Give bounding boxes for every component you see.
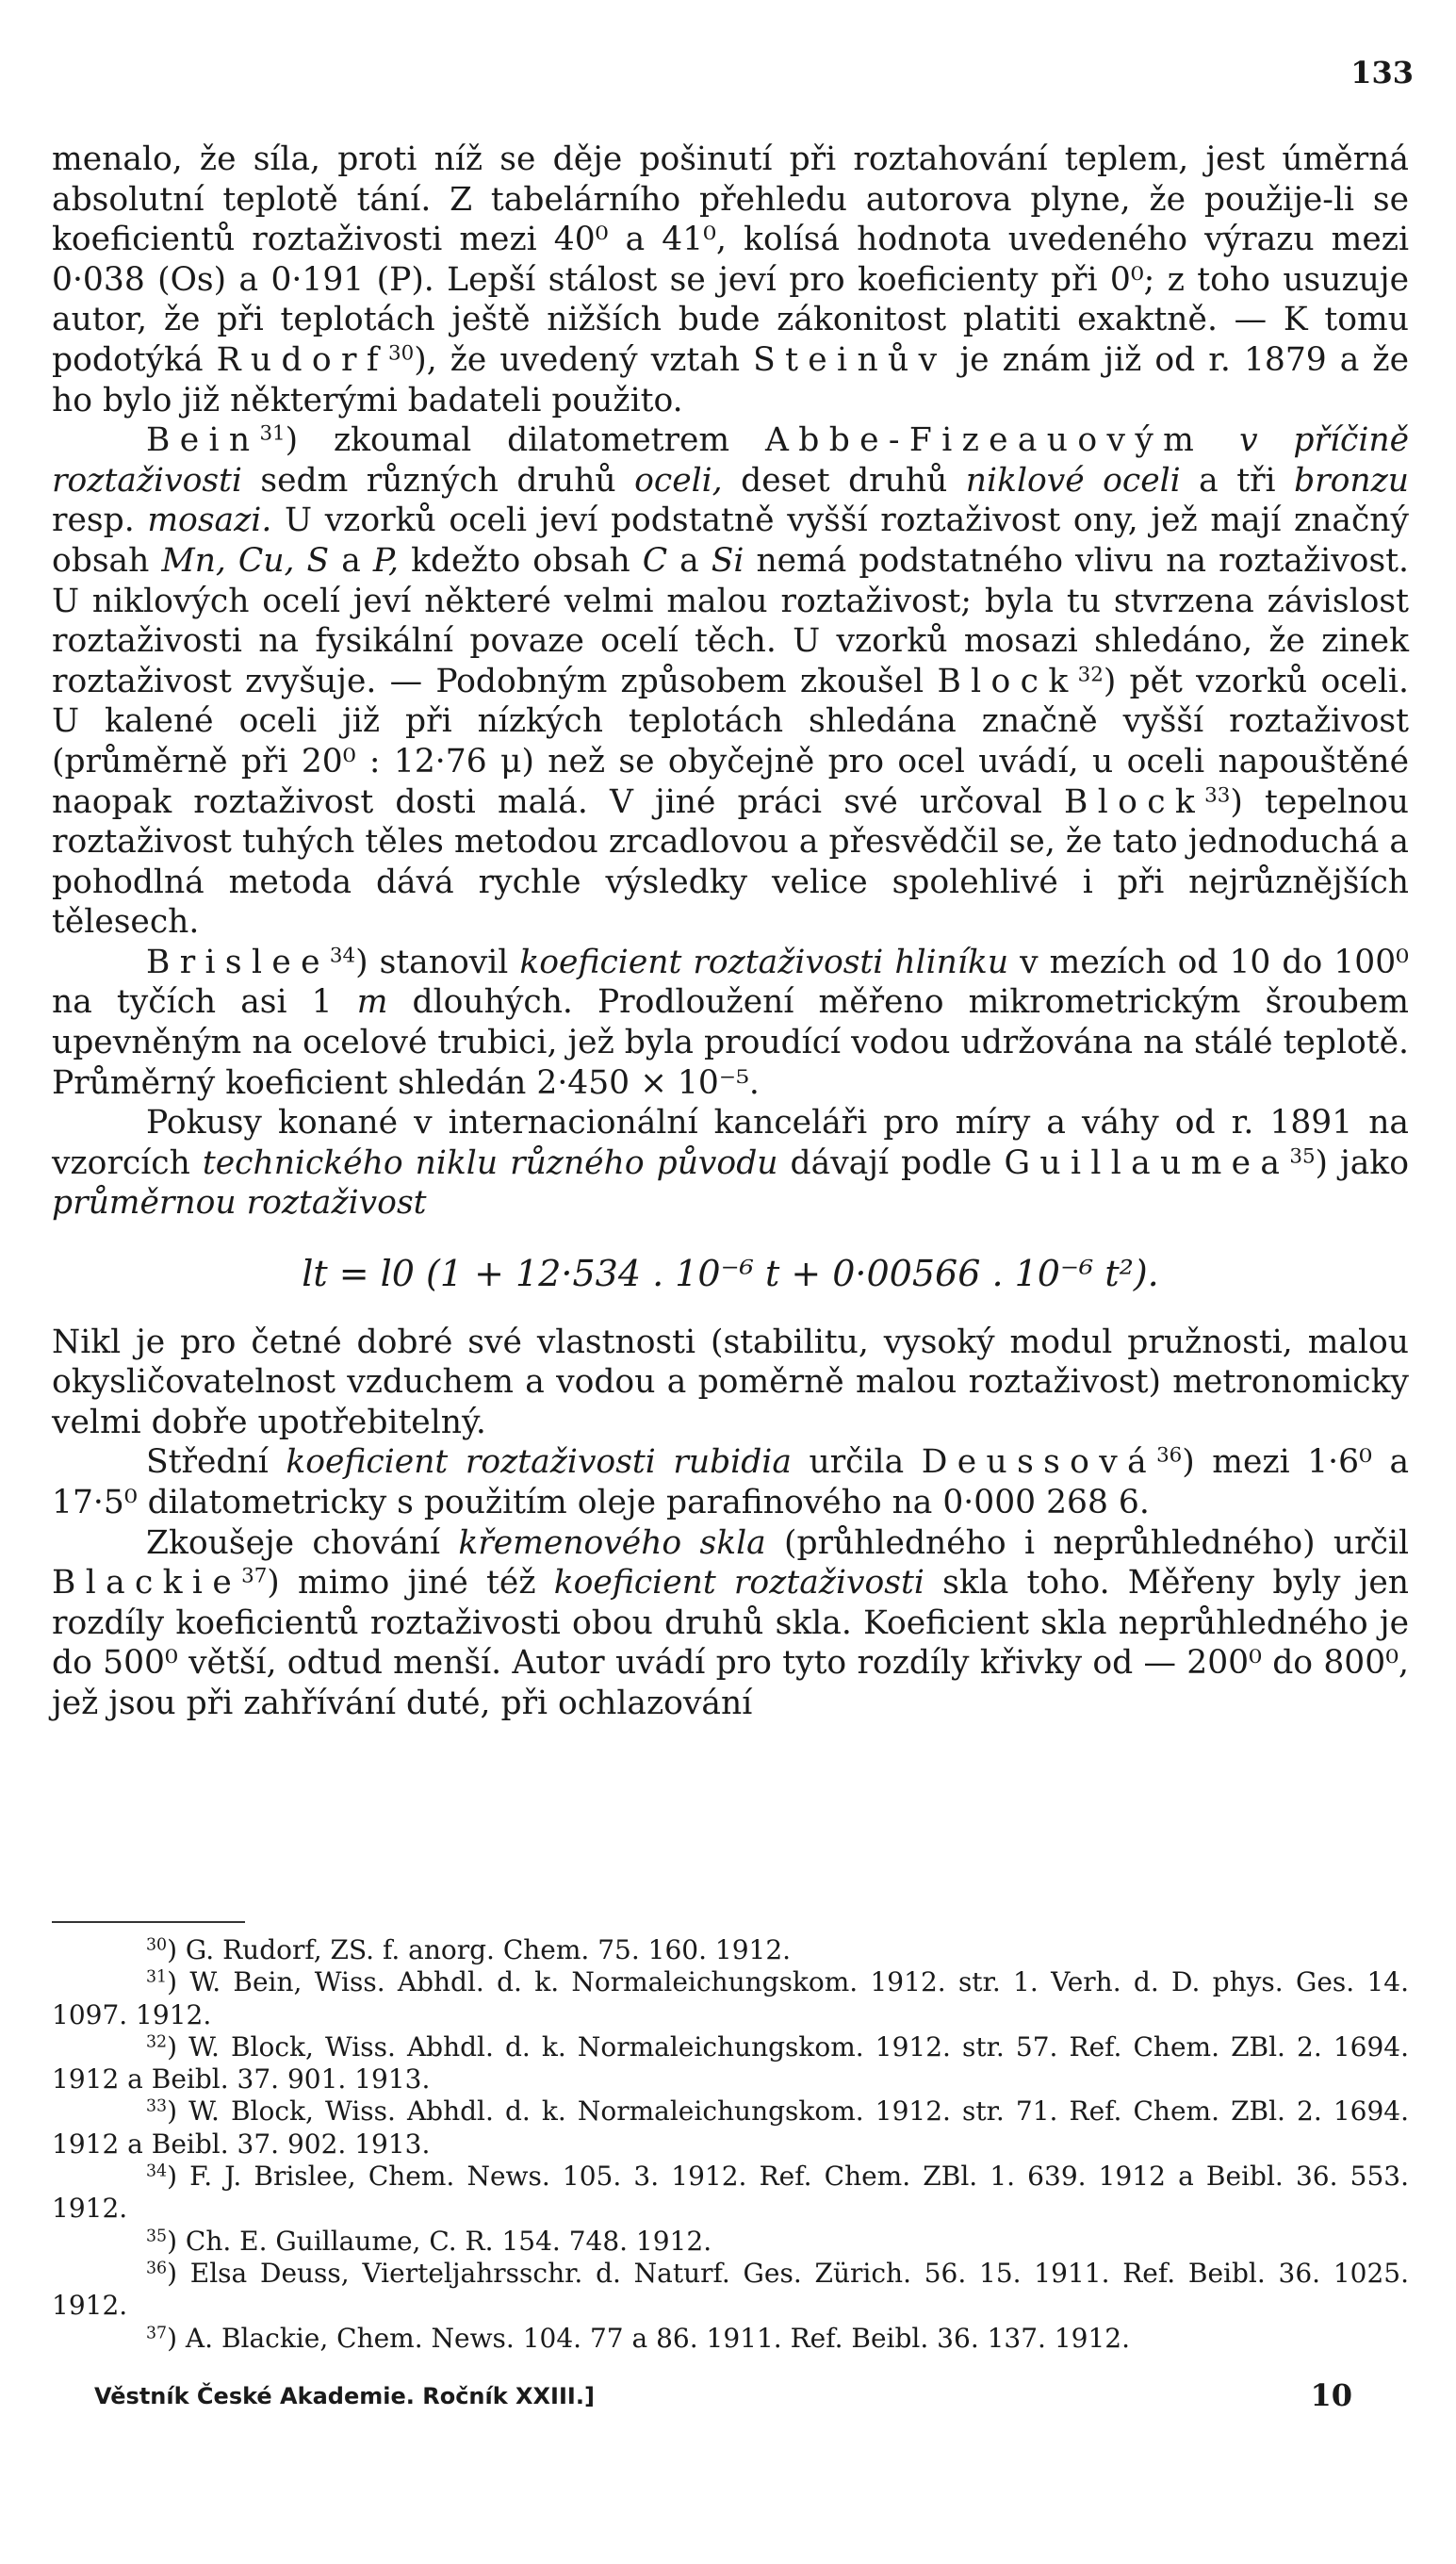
- page-number: 133: [1350, 55, 1414, 90]
- author-name: Brislee: [146, 943, 330, 981]
- footnote-ref[interactable]: 31: [259, 421, 286, 446]
- footnote: $^{30}$) G. Rudorf, ZS. f. anorg. Chem. 75. 160. 1912.: [146, 1934, 792, 1965]
- footnote-ref[interactable]: 32: [1077, 662, 1104, 686]
- footnote-ref[interactable]: 34: [329, 944, 356, 968]
- footnote: $^{31}$) W. Bein, Wiss. Abhdl. d. k. Normaleichungskom. 1912. str. 1. Verh. d. D. phys. Ges. 14. 1097. 1912.: [52, 1966, 1409, 2030]
- paragraph-7: Zkoušeje chování křemenového skla (průhledného i neprůhledného) určil Blackie$^{37}$) mimo jiné též koeficient roztaživosti skla toho. Měřeny byly jen rozdíly koeficientů roztaživosti obou druhů skla. Koeficient skla neprůhledného je do 500⁰ větší, odtud menší. Autor uvádí pro tyto rozdíly křivky od — 200⁰ do 800⁰, jež jsou při zahřívání duté, při ochlazování: [52, 1523, 1410, 1722]
- footnote: $^{36}$) Elsa Deuss, Vierteljahrsschr. d. Naturf. Ges. Zürich. 56. 15. 1911. Ref. Beibl. 36. 1025. 1912.: [52, 2257, 1409, 2322]
- footnote-divider: [52, 1921, 245, 1923]
- footnote: $^{37}$) A. Blackie, Chem. News. 104. 77 a 86. 1911. Ref. Beibl. 36. 137. 1912.: [146, 2322, 1131, 2354]
- paragraph-2: Bein$^{31}$) zkoumal dilatometrem Abbe-Fizeauovým v příčině roztaživosti sedm různých druhů oceli, deset druhů niklové oceli a tři bronzu resp. mosazi. U vzorků oceli jeví podstatně vyšší roztaživost ony, jež mají značný obsah Mn, Cu, S a P, kdežto obsah C a Si nemá podstatného vlivu na roztaživost. U niklových ocelí jeví některé velmi malou roztaživost; byla tu stvrzena závislost roztaživosti na fysikální povaze ocelí těch. U vzorků mosazi shledáno, že zinek roztaživost zvyšuje. — Podobným způsobem zkoušel Block$^{32}$) pět vzorků oceli. U kalené oceli již při nízkých teplotách shledána značně vyšší roztaživost (průměrně při 20⁰ : 12·76 μ) než se obyčejně pro ocel uvádí, u oceli napouštěné naopak roztaživost dosti malá. V jiné práci své určoval Block$^{33}$) tepelnou roztaživost tuhých těles metodou zrcadlovou a přesvědčil se, že tato jednoduchá a pohodlná metoda dává rychle výsledky velice spolehlivé i při nejrůznějších tělesech.: [52, 421, 1410, 942]
- author-name: Rudorf: [216, 340, 389, 379]
- author-name: Guillaumea: [1004, 1143, 1290, 1182]
- footnote: $^{32}$) W. Block, Wiss. Abhdl. d. k. Normaleichungskom. 1912. str. 57. Ref. Chem. ZBl. 2. 1694. 1912 a Beibl. 37. 901. 1913.: [52, 2030, 1409, 2096]
- sheet-number: 10: [1310, 2377, 1352, 2413]
- footnote-ref[interactable]: 36: [1156, 1443, 1183, 1468]
- footnote: $^{33}$) W. Block, Wiss. Abhdl. d. k. Normaleichungskom. 1912. str. 71. Ref. Chem. ZBl. 2. 1694. 1912 a Beibl. 37. 902. 1913.: [52, 2096, 1409, 2160]
- paragraph-6: Střední koeficient roztaživosti rubidia určila Deussová$^{36}$) mezi 1·6⁰ a 17·5⁰ dilatometricky s použitím oleje parafinového na 0·000 268 6.: [52, 1443, 1410, 1521]
- author-name: Block: [1064, 782, 1205, 821]
- author-name: Deussová: [921, 1443, 1157, 1482]
- author-name: Abbe-Fizeauovým: [765, 421, 1204, 460]
- author-name: Bein: [146, 421, 260, 460]
- paragraph-3: Brislee$^{34}$) stanovil koeficient roztaživosti hliníku v mezích od 10 do 100⁰ na tyčích asi 1 m dlouhých. Prodloužení měřeno mikrometrickým šroubem upevněným na ocelové trubici, jež byla proudící vodou udržována na stálé teplotě. Průměrný koeficient shledán 2·450 × 10⁻⁵.: [52, 943, 1410, 1102]
- article-body: [52, 140, 1409, 1724]
- author-name: Steinův: [753, 340, 947, 379]
- paragraph-5: Nikl je pro četné dobré své vlastnosti (stabilitu, vysoký modul pružnosti, malou okysličovatelnost vzduchem a vodou a poměrně malou roztaživost) metronomicky velmi dobře upotřebitelný.: [52, 1323, 1409, 1441]
- nickel-expansion-formula: lt = l0 (1 + 12·534 . 10⁻⁶ t + 0·00566 . 10⁻⁶ t²).: [302, 1253, 1159, 1295]
- footnote-ref[interactable]: 37: [241, 1564, 268, 1588]
- paragraph-4: Pokusy konané v internacionální kanceláři pro míry a váhy od r. 1891 na vzorcích technického niklu různého původu dávají podle Guillaumea$^{35}$) jako průměrnou roztaživost: [52, 1104, 1409, 1223]
- footnote: $^{34}$) F. J. Brislee, Chem. News. 105. 3. 1912. Ref. Chem. ZBl. 1. 639. 1912 a Beibl. 36. 553. 1912.: [52, 2161, 1409, 2225]
- footnote: $^{35}$) Ch. E. Guillaume, C. R. 154. 748. 1912.: [146, 2225, 712, 2257]
- page-footer: [94, 2377, 1352, 2413]
- footnote-ref[interactable]: 30: [388, 341, 415, 366]
- journal-signature: Věstník České Akademie. Ročník XXIII.]: [94, 2383, 595, 2409]
- footnote-ref[interactable]: 33: [1204, 782, 1231, 807]
- footnote-ref[interactable]: 35: [1289, 1144, 1316, 1169]
- footnotes: [52, 1934, 1409, 2355]
- author-name: Blackie: [52, 1564, 242, 1602]
- paragraph-1: menalo, že síla, proti níž se děje pošinutí při roztahování teplem, jest úměrná absolutní teplotě tání. Z tabelárního přehledu autorova plyne, že použije-li se koeficientů roztaživosti mezi 40⁰ a 41⁰, kolísá hodnota uvedeného výrazu mezi 0·038 (Os) a 0·191 (P). Lepší stálost se jeví pro koeficienty při 0⁰; z toho usuzuje autor, že při teplotách ještě nižších bude zákonitost platiti exaktně. — K tomu podotýká Rudorf$^{30}$), že uvedený vztah Steinův je znám již od r. 1879 a že ho bylo již některými badateli použito.: [52, 140, 1409, 419]
- author-name: Block: [937, 662, 1078, 700]
